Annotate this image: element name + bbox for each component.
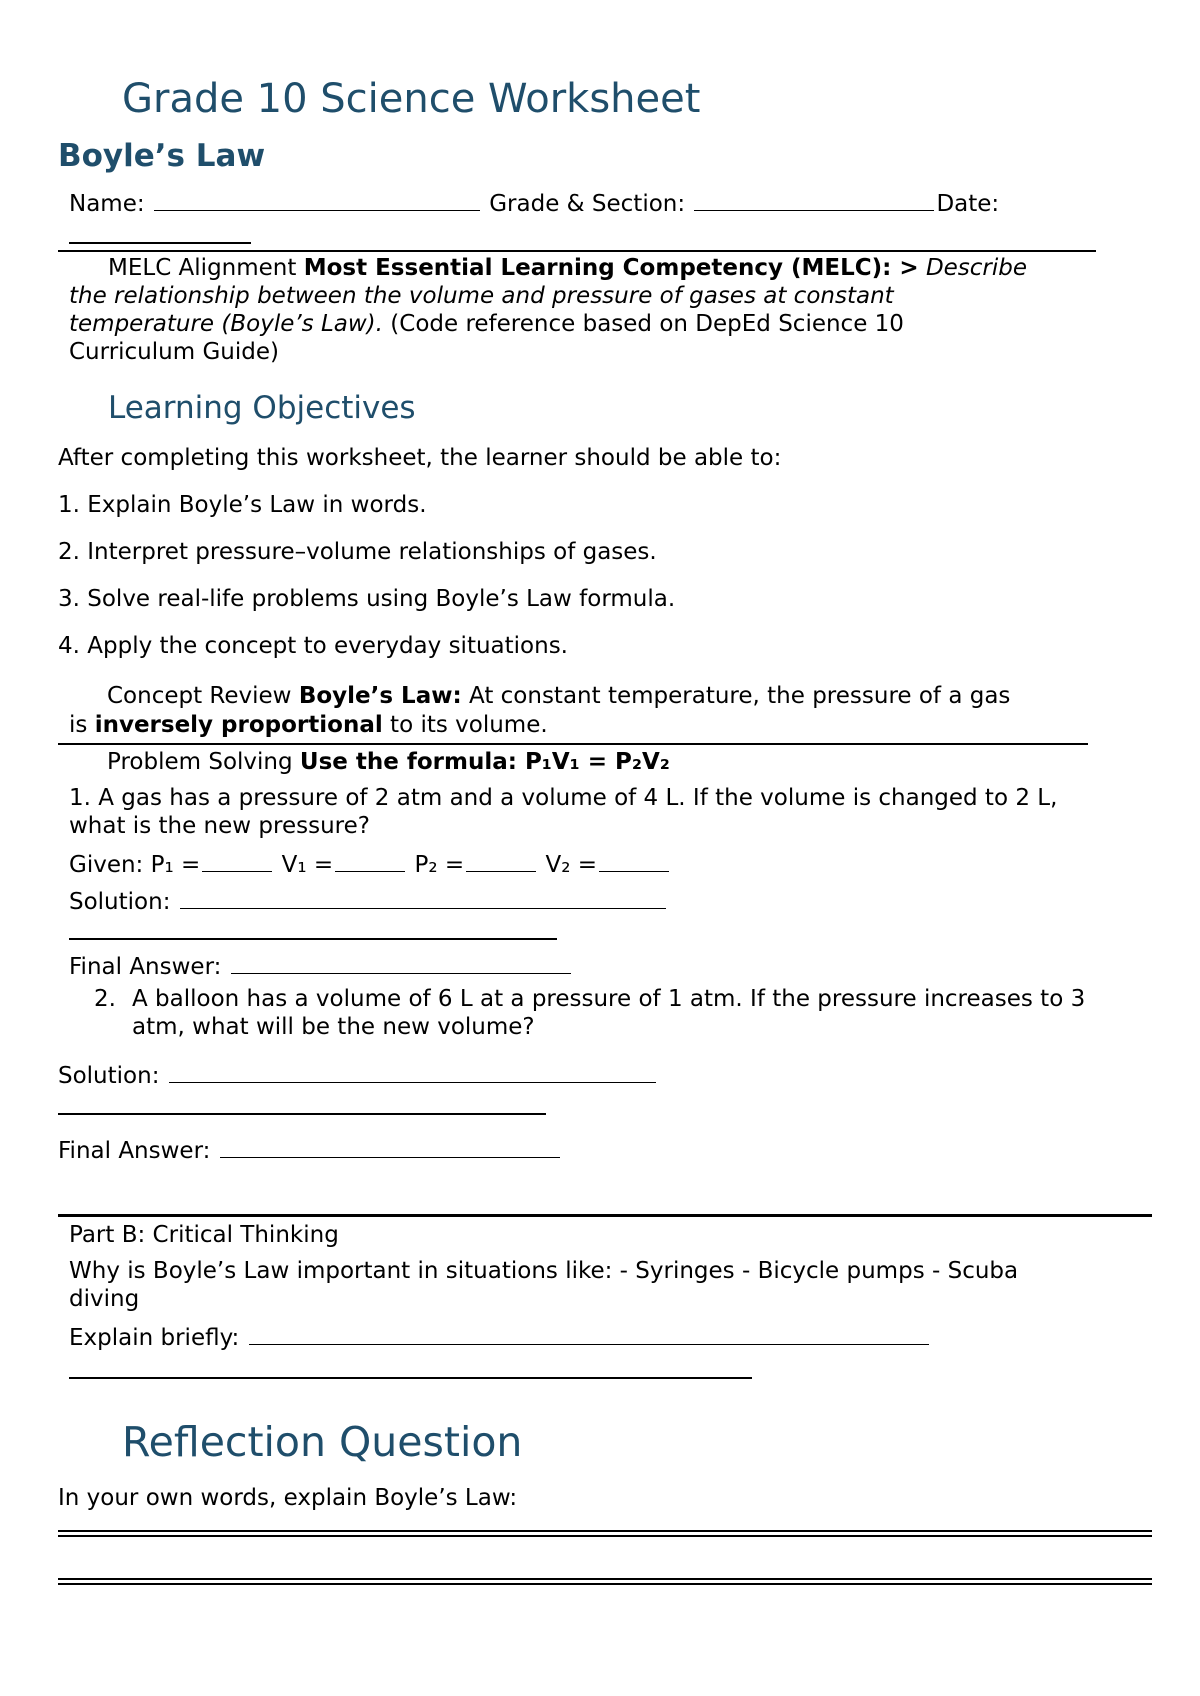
worksheet-subtitle: Boyle’s Law	[58, 138, 266, 174]
name-field[interactable]	[154, 188, 480, 211]
solution-label: Solution:	[58, 1063, 160, 1089]
melc-line-3	[69, 311, 904, 339]
problem-2-line-2: atm, what will be the new volume?	[132, 1014, 535, 1040]
objectives-heading: Learning Objectives	[108, 390, 416, 426]
concept-divider	[58, 743, 1088, 745]
melc-line-2	[69, 283, 894, 311]
concept-text-post: to its volume.	[382, 712, 548, 738]
page-title: Grade 10 Science Worksheet	[122, 76, 701, 122]
objective-item: 1. Explain Boyle’s Law in words.	[58, 492, 427, 518]
concept-text: At constant temperature, the pressure of a gas	[461, 683, 1011, 709]
melc-text-3: temperature (Boyle’s Law).	[69, 311, 383, 337]
p2-symbol: P₂ =	[414, 852, 465, 878]
given-label: Given:	[69, 852, 144, 878]
critical-question-line-1: Why is Boyle’s Law important in situations like: - Syringes - Bicycle pumps - Scuba	[69, 1258, 1019, 1284]
solution-field-continued[interactable]	[69, 938, 557, 940]
solution-line-1	[69, 886, 668, 917]
final-answer-label: Final Answer:	[69, 954, 222, 980]
grade-section-label: Grade & Section:	[489, 191, 686, 217]
solution-field-continued[interactable]	[58, 1113, 546, 1115]
melc-line-1	[108, 255, 1027, 283]
final-answer-line-1	[69, 951, 573, 982]
melc-code-ref: (Code reference based on DepEd Science 10	[382, 311, 904, 337]
critical-question-line-2: diving	[69, 1286, 140, 1312]
melc-line-4: Curriculum Guide)	[69, 339, 279, 365]
student-info-line	[69, 188, 999, 219]
concept-tag: Concept Review	[107, 683, 292, 709]
final-answer-label: Final Answer:	[58, 1138, 211, 1164]
p2-field[interactable]	[466, 849, 536, 872]
objective-item: 4. Apply the concept to everyday situations.	[58, 633, 568, 659]
solution-label: Solution:	[69, 889, 171, 915]
date-label: Date:	[936, 191, 1000, 217]
objectives-intro: After completing this worksheet, the learner should be able to:	[58, 445, 782, 471]
reflection-answer-line-2-bottom[interactable]	[58, 1583, 1152, 1585]
melc-text-2: the relationship between the volume and pressure of gases at constant	[69, 283, 894, 309]
explain-field[interactable]	[249, 1322, 929, 1345]
final-answer-line-2	[58, 1135, 562, 1166]
objective-item: 2. Interpret pressure–volume relationships of gases.	[58, 539, 657, 565]
concept-line-1	[107, 683, 1010, 711]
problem-heading-line	[107, 749, 670, 777]
final-answer-field[interactable]	[231, 951, 571, 974]
reflection-answer-line-1-top[interactable]	[58, 1530, 1152, 1532]
formula: Use the formula: P₁V₁ = P₂V₂	[299, 749, 670, 775]
name-label: Name:	[69, 191, 145, 217]
v2-symbol: V₂ =	[545, 852, 598, 878]
solution-line-2	[58, 1060, 658, 1091]
header-divider	[58, 250, 1096, 252]
grade-section-field[interactable]	[694, 188, 934, 211]
concept-line-2	[69, 712, 548, 740]
solution-field[interactable]	[180, 886, 666, 909]
problem-1-line-2: what is the new pressure?	[69, 813, 370, 839]
objective-item: 3. Solve real-life problems using Boyle’s Law formula.	[58, 586, 676, 612]
problem-1-line-1: 1. A gas has a pressure of 2 atm and a volume of 4 L. If the volume is changed to 2 L,	[69, 785, 1058, 811]
section-divider	[58, 1214, 1152, 1217]
concept-label: Boyle’s Law:	[298, 683, 462, 709]
explain-field-continued[interactable]	[69, 1377, 752, 1379]
reflection-answer-line-2-top[interactable]	[58, 1578, 1152, 1580]
concept-emphasis: inversely proportional	[94, 712, 383, 738]
final-answer-field[interactable]	[220, 1135, 560, 1158]
given-line	[69, 849, 671, 880]
reflection-prompt: In your own words, explain Boyle’s Law:	[58, 1485, 518, 1511]
problem-tag: Problem Solving	[107, 749, 293, 775]
melc-text-start: Describe	[925, 255, 1028, 281]
explain-line	[69, 1322, 931, 1353]
date-field[interactable]	[69, 242, 251, 244]
melc-heading: Most Essential Learning Competency (MELC): >	[303, 255, 919, 281]
reflection-heading: Reflection Question	[122, 1418, 523, 1466]
p1-field[interactable]	[202, 849, 272, 872]
problem-2-line-1: A balloon has a volume of 6 L at a pressure of 1 atm. If the pressure increases to 3	[132, 986, 1086, 1012]
v2-field[interactable]	[599, 849, 669, 872]
explain-label: Explain briefly:	[69, 1325, 240, 1351]
critical-thinking-heading: Part B: Critical Thinking	[69, 1222, 339, 1248]
concept-text-pre: is	[69, 712, 95, 738]
v1-symbol: V₁ =	[281, 852, 334, 878]
p1-symbol: P₁ =	[150, 852, 201, 878]
solution-field[interactable]	[169, 1060, 656, 1083]
v1-field[interactable]	[335, 849, 405, 872]
melc-tag: MELC Alignment	[108, 255, 297, 281]
reflection-answer-line-1-bottom[interactable]	[58, 1535, 1152, 1537]
problem-2-number: 2.	[94, 986, 116, 1012]
